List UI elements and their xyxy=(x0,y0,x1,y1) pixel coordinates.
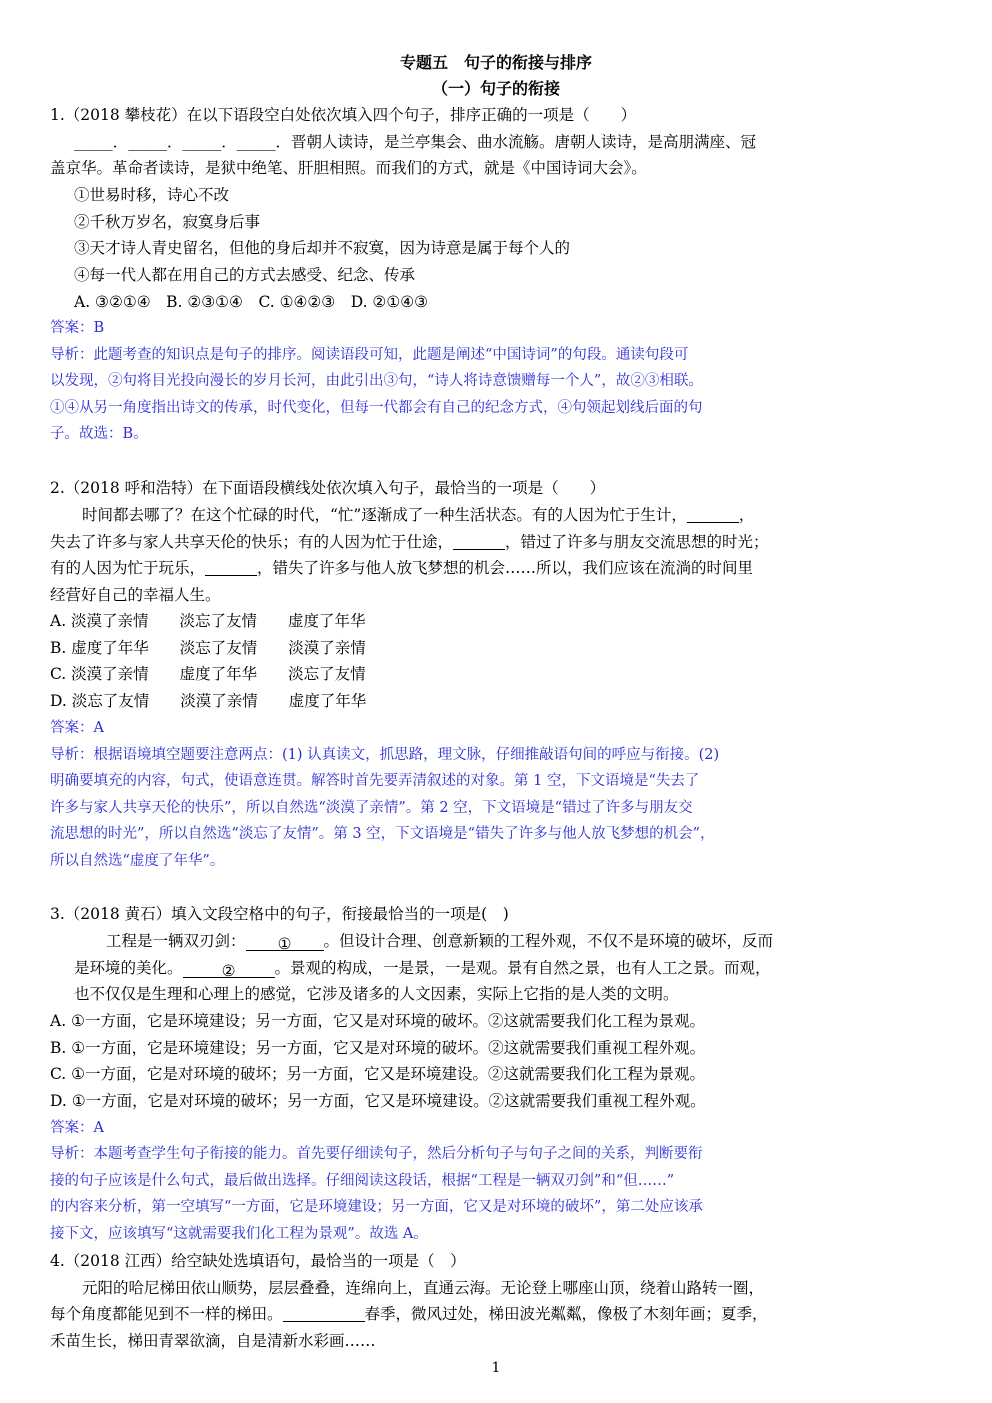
q2-stem: 2.（2018 呼和浩特）在下面语段横线处依次填入句子，最恰当的一项是（ ） xyxy=(50,479,606,497)
q2-blank-3 xyxy=(205,559,257,576)
section-subtitle: （一）句子的衔接 xyxy=(431,79,560,98)
q2-option-c: C. 淡漠了亲情 虚度了年华 淡忘了友情 xyxy=(50,665,366,683)
q1-passage-line: _____．_____．_____．_____．晋朝人读诗，是兰亭集会、曲水流觞。唐朝人读诗，是高朋满座、冠 xyxy=(74,133,757,151)
q3-passage-line xyxy=(74,958,771,978)
q1-analysis-line: ①④从另一角度指出诗文的传承，时代变化，但每一代都会有自己的纪念方式，④句领起划线后面的句 xyxy=(50,400,703,416)
q3-option-b: B. ①一方面，它是环境建设；另一方面，它又是对环境的破坏。②这就需要我们重视工程外观。 xyxy=(50,1039,706,1057)
q2-passage-text: 失去了许多与家人共享天伦的快乐；有的人因为忙于仕途， xyxy=(50,533,454,551)
q3-passage-text: 工程是一辆双刃剑： xyxy=(106,932,246,950)
q2-blank-2 xyxy=(453,533,505,550)
q2-passage-line xyxy=(50,558,753,578)
q2-passage-line xyxy=(82,505,754,525)
q4-passage-line: 禾苗生长，梯田青翠欲滴，自是清新水彩画…… xyxy=(50,1332,376,1350)
q1-stem: 1.（2018 攀枝花）在以下语段空白处依次填入四个句子，排序正确的一项是（ ） xyxy=(50,106,637,124)
q1-answer: 答案：B xyxy=(50,320,105,336)
q2-answer: 答案：A xyxy=(50,720,104,736)
q3-analysis-line: 接的句子应该是什么句式，最后做出选择。仔细阅读这段话，根据“工程是一辆双刃剑”和“但……” xyxy=(50,1173,675,1189)
q4-passage-text: 春季，微风过处，梯田波光粼粼，像极了木刻年画；夏季， xyxy=(364,1305,768,1323)
q2-passage-text: ，错失了许多与他人放飞梦想的机会……所以，我们应该在流淌的时间里 xyxy=(257,559,754,577)
q3-passage-text: 是环境的美化。 xyxy=(74,959,183,977)
q1-sentence-option: ②千秋万岁名，寂寞身后事 xyxy=(74,213,261,231)
q2-blank-1 xyxy=(687,506,739,523)
q3-blank-1: ① xyxy=(246,934,324,951)
q3-option-a: A. ①一方面，它是环境建设；另一方面，它又是对环境的破坏。②这就需要我们化工程为景观。 xyxy=(50,1012,705,1030)
q2-option-a: A. 淡漠了亲情 淡忘了友情 虚度了年华 xyxy=(50,612,366,630)
q3-option-c: C. ①一方面，它是对环境的破坏；另一方面，它又是环境建设。②这就需要我们化工程为景观。 xyxy=(50,1065,706,1083)
page-title: 专题五 句子的衔接与排序 xyxy=(399,53,592,72)
q4-passage-text: 每个角度都能见到不一样的梯田。 xyxy=(50,1305,283,1323)
q4-passage-line xyxy=(50,1304,768,1324)
q3-analysis-line: 的内容来分析，第一空填写“一方面，它是环境建设；另一方面，它又是对环境的破坏”，第二处应该承 xyxy=(50,1199,703,1215)
q2-analysis-line: 导析：根据语境填空题要注意两点：(1) 认真读文，抓思路，理文脉，仔细推敲语句间的呼应与衔接。(2) xyxy=(50,747,720,763)
q1-sentence-option: ③天才诗人青史留名，但他的身后却并不寂寞，因为诗意是属于每个人的 xyxy=(74,239,571,257)
q2-passage-line xyxy=(50,532,769,552)
q3-passage-line: 也不仅仅是生理和心理上的感觉，它涉及诸多的人文因素，实际上它指的是人类的文明。 xyxy=(74,985,679,1003)
q2-analysis-line: 所以自然选“虚度了年华”。 xyxy=(50,853,225,869)
q4-stem: 4.（2018 江西）给空缺处选填语句，最恰当的一项是（ ） xyxy=(50,1252,466,1270)
q1-choices: A. ③②①④ B. ②③①④ C. ①④②③ D. ②①④③ xyxy=(74,293,429,311)
q1-analysis-line: 以发现，②句将目光投向漫长的岁月长河，由此引出③句，“诗人将诗意馈赠每一个人”，故②③相联。 xyxy=(50,373,703,389)
q1-sentence-option: ④每一代人都在用自己的方式去感受、纪念、传承 xyxy=(74,266,416,284)
q3-blank-2: ② xyxy=(183,961,275,978)
q2-passage-line: 经营好自己的幸福人生。 xyxy=(50,586,221,604)
q2-analysis-line: 流思想的时光”，所以自然选“淡忘了友情”。第 3 空，下文语境是“错失了许多与他人放飞梦想的机会”， xyxy=(50,826,715,842)
q1-analysis-line: 导析：此题考查的知识点是句子的排序。阅读语段可知，此题是阐述“中国诗词”的句段。通读句段可 xyxy=(50,347,689,363)
q4-blank xyxy=(283,1305,365,1322)
page-number: 1 xyxy=(491,1360,501,1376)
q1-analysis-line: 子。故选：B。 xyxy=(50,426,148,442)
q2-passage-text: 有的人因为忙于玩乐， xyxy=(50,559,206,577)
q3-answer: 答案：A xyxy=(50,1120,104,1136)
q2-passage-text: ，错过了许多与朋友交流思想的时光； xyxy=(505,533,769,551)
q3-passage-text: 。景观的构成，一是景，一是观。景有自然之景，也有人工之景。而观， xyxy=(274,959,771,977)
q3-analysis-line: 接下文，应该填写“这就需要我们化工程为景观”。故选 A。 xyxy=(50,1226,428,1242)
q1-passage-line: 盖京华。革命者读诗，是狱中绝笔、肝胆相照。而我们的方式，就是《中国诗词大会》。 xyxy=(50,159,647,177)
q3-passage-text: 。但设计合理、创意新颖的工程外观，不仅不是环境的破坏，反而 xyxy=(323,932,774,950)
q2-analysis-line: 许多与家人共享天伦的快乐”，所以自然选“淡漠了亲情”。第 2 空，下文语境是“错过了许多与朋友交 xyxy=(50,800,693,816)
q3-analysis-line: 导析：本题考查学生句子衔接的能力。首先要仔细读句子，然后分析句子与句子之间的关系，判断要衔 xyxy=(50,1146,703,1162)
q2-option-d: D. 淡忘了友情 淡漠了亲情 虚度了年华 xyxy=(50,692,367,710)
q2-passage-text: ， xyxy=(738,506,755,524)
q3-passage-line xyxy=(106,931,773,951)
q2-option-b: B. 虚度了年华 淡忘了友情 淡漠了亲情 xyxy=(50,639,366,657)
q3-option-d: D. ①一方面，它是对环境的破坏；另一方面，它又是环境建设。②这就需要我们重视工程外观。 xyxy=(50,1092,706,1110)
q3-stem: 3.（2018 黄石）填入文段空格中的句子，衔接最恰当的一项是( ) xyxy=(50,905,509,923)
q2-passage-text: 时间都去哪了？在这个忙碌的时代，“忙”逐渐成了一种生活状态。有的人因为忙于生计， xyxy=(82,506,687,524)
q4-passage-line: 元阳的哈尼梯田依山顺势，层层叠叠，连绵向上，直通云海。无论登上哪座山顶，绕着山路转一圈， xyxy=(82,1279,765,1297)
q1-sentence-option: ①世易时移，诗心不改 xyxy=(74,186,230,204)
q2-analysis-line: 明确要填充的内容，句式，使语意连贯。解答时首先要弄清叙述的对象。第 1 空，下文语境是“失去了 xyxy=(50,773,700,789)
